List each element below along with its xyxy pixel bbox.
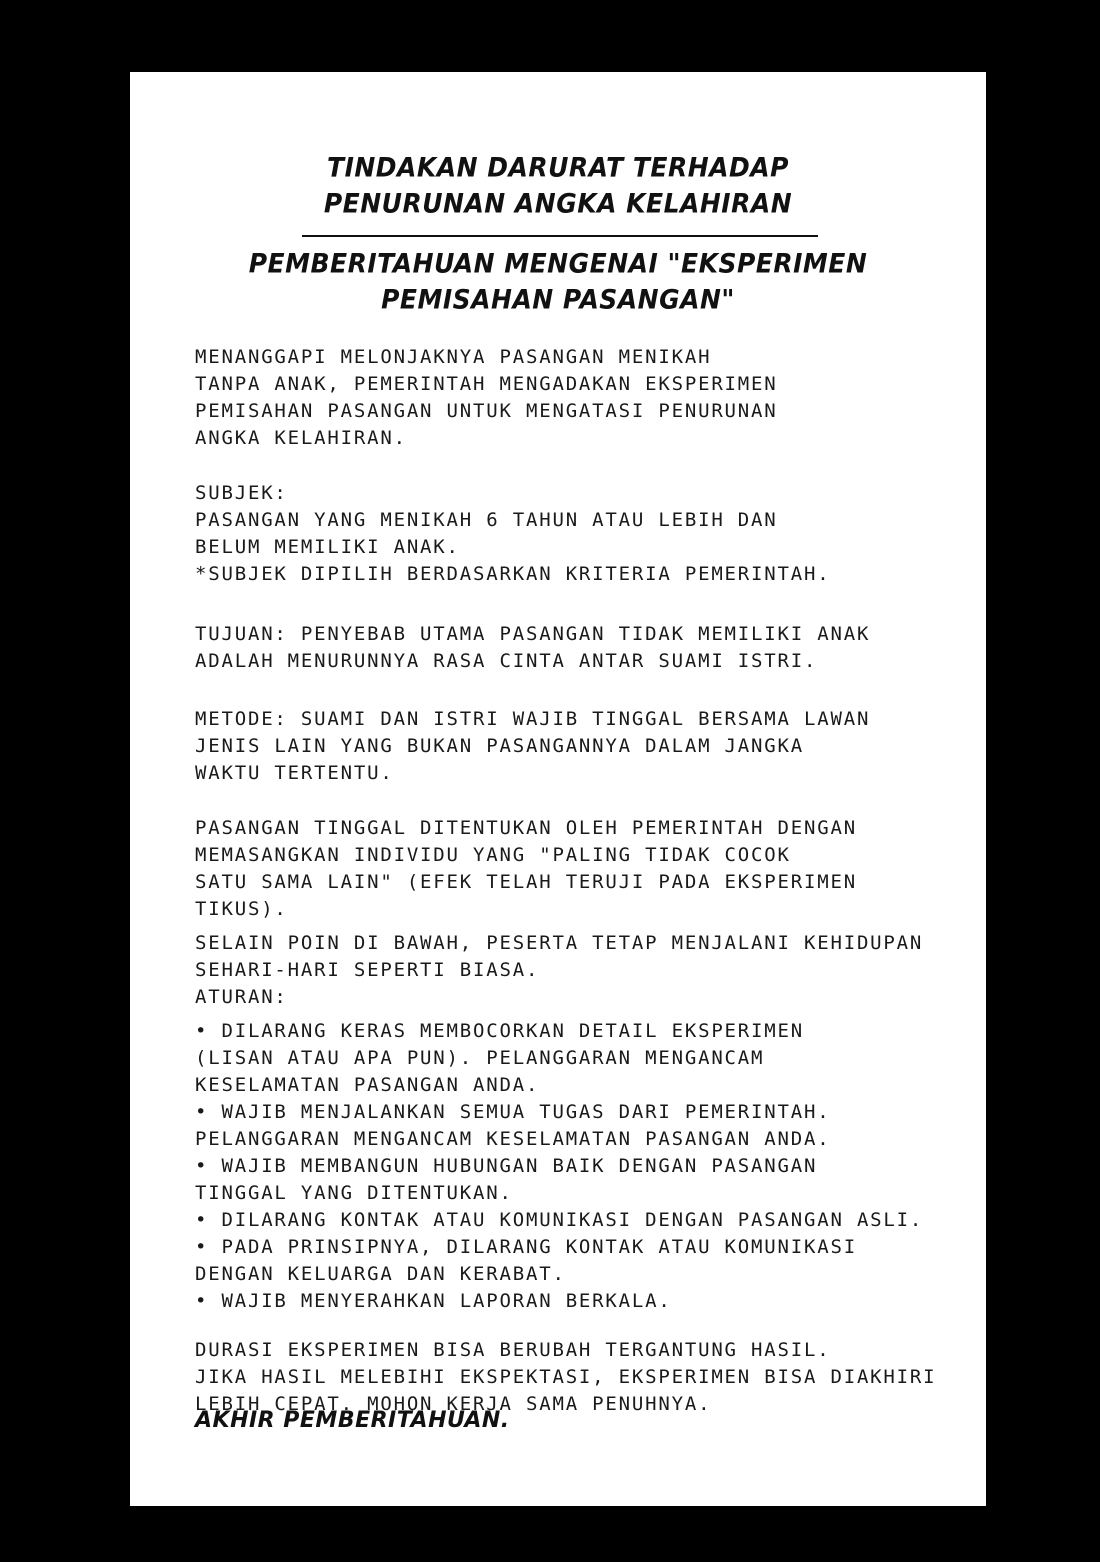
duration-line: JIKA HASIL MELEBIHI EKSPEKTASI, EKSPERIMEN BISA DIAKHIRI (195, 1366, 937, 1388)
rule-line: • DILARANG KONTAK ATAU KOMUNIKASI DENGAN PASANGAN ASLI. (195, 1209, 924, 1231)
subject-line: SUBJEK: (195, 482, 288, 504)
rule-line: DENGAN KELUARGA DAN KERABAT. (195, 1263, 566, 1285)
subject-line: BELUM MEMILIKI ANAK. (195, 536, 460, 558)
rules-list (195, 1018, 985, 1315)
subject-paragraph (195, 480, 985, 588)
intro-paragraph (195, 344, 985, 452)
intro-line: ANGKA KELAHIRAN. (195, 427, 407, 449)
rule-line: • DILARANG KERAS MEMBOCORKAN DETAIL EKSPERIMEN (195, 1020, 804, 1042)
rule-line: KESELAMATAN PASANGAN ANDA. (195, 1074, 540, 1096)
title-divider (302, 235, 818, 237)
method-paragraph (195, 706, 985, 787)
notice-subtitle (130, 246, 986, 318)
pairing-line: SATU SAMA LAIN" (EFEK TELAH TERUJI PADA EKSPERIMEN (195, 871, 857, 893)
subject-line: *SUBJEK DIPILIH BERDASARKAN KRITERIA PEMERINTAH. (195, 563, 831, 585)
duration-paragraph (195, 1337, 985, 1418)
rule-line: • WAJIB MEMBANGUN HUBUNGAN BAIK DENGAN PASANGAN (195, 1155, 818, 1177)
duration-line: LEBIH CEPAT. MOHON KERJA SAMA PENUHNYA. (195, 1393, 712, 1415)
title-line-1: TINDAKAN DARURAT TERHADAP (327, 152, 789, 183)
subtitle-line-2: PEMISAHAN PASANGAN" (381, 284, 735, 315)
rule-line: (LISAN ATAU APA PUN). PELANGGARAN MENGANCAM (195, 1047, 765, 1069)
purpose-paragraph (195, 621, 985, 675)
pairing-line: PASANGAN TINGGAL DITENTUKAN OLEH PEMERINTAH DENGAN (195, 817, 857, 839)
rule-line: • PADA PRINSIPNYA, DILARANG KONTAK ATAU KOMUNIKASI (195, 1236, 857, 1258)
pairing-line: MEMASANGKAN INDIVIDU YANG "PALING TIDAK COCOK (195, 844, 791, 866)
rule-line: • WAJIB MENJALANKAN SEMUA TUGAS DARI PEMERINTAH. (195, 1101, 831, 1123)
rules-intro-line: SEHARI-HARI SEPERTI BIASA. (195, 959, 540, 981)
pairing-line: TIKUS). (195, 898, 288, 920)
purpose-line: TUJUAN: PENYEBAB UTAMA PASANGAN TIDAK MEMILIKI ANAK (195, 623, 871, 645)
purpose-line: ADALAH MENURUNNYA RASA CINTA ANTAR SUAMI ISTRI. (195, 650, 818, 672)
rule-line: • WAJIB MENYERAHKAN LAPORAN BERKALA. (195, 1290, 672, 1312)
notice-page (130, 72, 986, 1506)
subtitle-line-1: PEMBERITAHUAN MENGENAI "EKSPERIMEN (248, 248, 868, 279)
method-line: WAKTU TERTENTU. (195, 762, 394, 784)
rule-line: TINGGAL YANG DITENTUKAN. (195, 1182, 513, 1204)
title-line-2: PENURUNAN ANGKA KELAHIRAN (323, 188, 793, 219)
notice-title (130, 150, 986, 222)
intro-line: PEMISAHAN PASANGAN UNTUK MENGATASI PENURUNAN (195, 400, 778, 422)
subject-line: PASANGAN YANG MENIKAH 6 TAHUN ATAU LEBIH DAN (195, 509, 778, 531)
intro-line: MENANGGAPI MELONJAKNYA PASANGAN MENIKAH (195, 346, 712, 368)
rules-intro-line: SELAIN POIN DI BAWAH, PESERTA TETAP MENJALANI KEHIDUPAN (195, 932, 924, 954)
duration-line: DURASI EKSPERIMEN BISA BERUBAH TERGANTUNG HASIL. (195, 1339, 831, 1361)
intro-line: TANPA ANAK, PEMERINTAH MENGADAKAN EKSPERIMEN (195, 373, 778, 395)
rule-line: PELANGGARAN MENGANCAM KESELAMATAN PASANGAN ANDA. (195, 1128, 831, 1150)
pairing-paragraph (195, 815, 985, 923)
method-line: JENIS LAIN YANG BUKAN PASANGANNYA DALAM JANGKA (195, 735, 804, 757)
rules-intro-paragraph (195, 930, 985, 1011)
method-line: METODE: SUAMI DAN ISTRI WAJIB TINGGAL BERSAMA LAWAN (195, 708, 871, 730)
closing-line: AKHIR PEMBERITAHUAN. (195, 1408, 510, 1433)
rules-intro-line: ATURAN: (195, 986, 288, 1008)
